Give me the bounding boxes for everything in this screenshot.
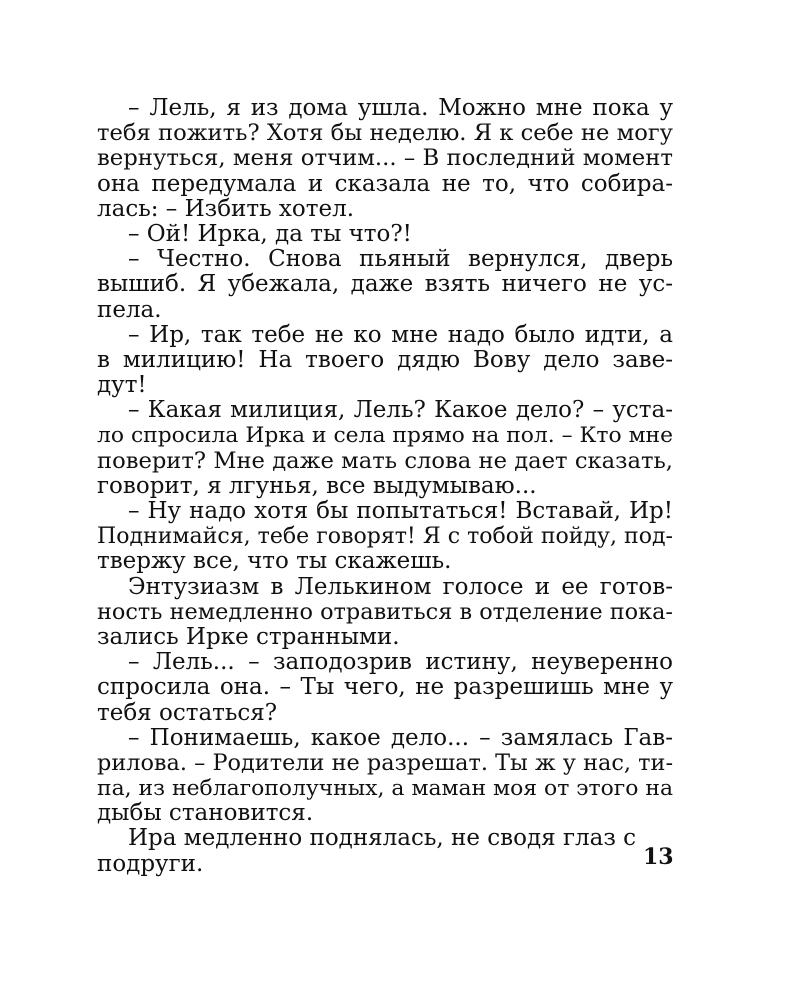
text-line: ло спросила Ирка и села прямо на пол. – Кто мне [97,423,673,449]
text-line: Ира медленно поднялась, не сводя глаз с [128,825,637,852]
text-line: пела. [97,296,162,323]
text-line: рилова. – Родители не разрешат. Ты ж у нас, ти- [97,749,673,776]
text-line: вернуться, меня отчим... – В последний момент [97,145,673,172]
text-line: Поднимайся, тебе говорят! Я с тобой пойду, под- [97,524,673,550]
text-line: лась: – Избить хотел. [97,195,355,222]
text-line: – Ир, так тебе не ко мне надо было идти, а [128,321,673,348]
text-line: подруги. [97,850,204,877]
text-line: Энтузиазм в Лелькином голосе и ее готов- [128,573,673,600]
text-line: она передумала и сказала не то, что собира- [97,170,673,197]
text-line: говорит, я лгунья, все выдумываю... [97,472,537,499]
text-line: – Ой! Ирка, да ты что?! [128,220,412,247]
text-line: в милицию! На твоего дядю Вову дело заве- [97,346,673,373]
text-line: вышиб. Я убежала, даже взять ничего не ус- [97,271,673,298]
text-line: поверит? Мне даже мать слова не дает сказать, [97,447,673,474]
text-line: твержу все, что ты скажешь. [97,548,452,575]
text-line: зались Ирке странными. [97,623,400,650]
text-line: ность немедленно отравиться в отделение пока- [97,598,673,625]
page-number: 13 [643,844,674,870]
text-line: спросила она. – Ты чего, не разрешишь мне у [97,674,673,701]
text-line: – Честно. Снова пьяный вернулся, дверь [128,246,673,273]
text-line: па, из неблагополучных, а маман моя от этого на [97,776,673,802]
text-line: дыбы становится. [97,800,314,827]
text-line: – Лель... – заподозрив истину, неуверенно [128,649,673,676]
text-line: тебя остаться? [97,699,278,726]
body-text [97,96,673,877]
text-line: тебя пожить? Хотя бы неделю. Я к себе не могу [97,120,673,147]
text-line: – Понимаешь, какое дело... – замялась Гав- [128,724,673,751]
text-line: дут! [97,372,147,399]
text-line: – Какая милиция, Лель? Какое дело? – уста- [128,397,673,424]
text-line: – Лель, я из дома ушла. Можно мне пока у [128,95,673,121]
text-line: – Ну надо хотя бы попытаться! Вставай, Ир! [128,498,673,524]
